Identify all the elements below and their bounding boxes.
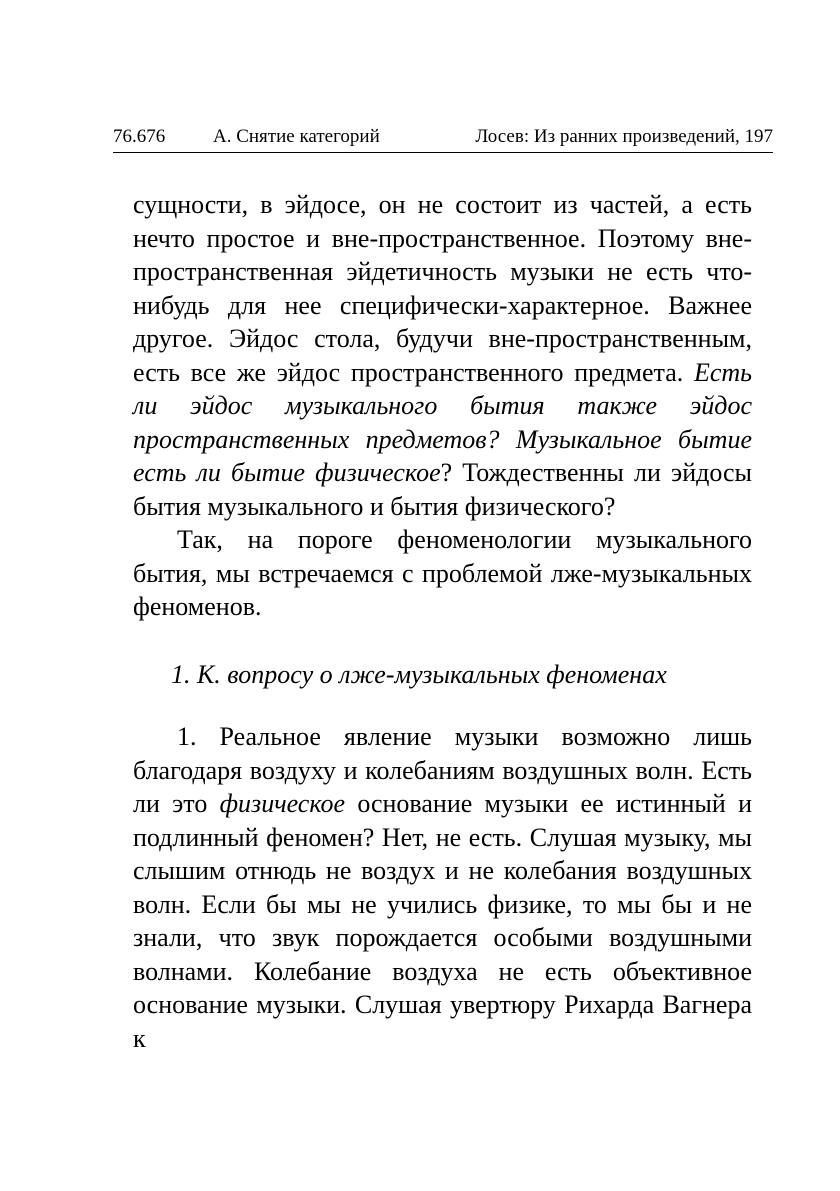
section-heading: 1. К. вопросу о лже-музыкальных феноменах	[171, 659, 667, 689]
paragraph	[133, 523, 752, 624]
paragraph-text: Так, на пороге феноменологии музыкального бытия, мы встречаемся с проблемой лже-музыкальных феноменов.	[133, 525, 752, 621]
paragraph-text: 1. Реальное явление музыки возможно лишь благодаря воздуху и колебаниям воздушных волн. Есть ли это	[133, 722, 752, 818]
page-reference: 76.676	[113, 126, 166, 147]
section-title: А. Снятие категорий	[213, 126, 380, 147]
body-text	[133, 188, 752, 1055]
paragraph	[133, 188, 752, 523]
paragraph-italic-text: Есть ли эйдос музыкального бытия также эйдос пространственных предметов? Музыкальное бытие есть ли бытие физическое	[133, 357, 752, 487]
paragraph	[133, 720, 752, 1055]
book-reference: Лосев: Из ранних произведений, 197	[475, 126, 773, 147]
paragraph-text: основание музыки ее истинный и подлинный феномен? Нет, не есть. Слушая музыку, мы слышим отнюдь не воздух и не колебания воздушных волн. Если бы мы не учились физике, то мы бы и не знали, что звук порождается особыми воздушными волнами. Колебание воздуха не есть объективное основание музыки. Слушая увертюру Рихарда Вагнера к	[133, 789, 752, 1053]
paragraph-text: сущности, в эйдосе, он не состоит из частей, а есть нечто простое и вне-пространственное. Поэтому вне-пространственная эйдетичность музыки не есть что-нибудь для нее специфически-характерное. Важнее другое. Эйдос стола, будучи вне-пространственным, есть все же эйдос пространственного предмета.	[133, 190, 752, 387]
paragraph-text: ? Тождественны ли эйдосы бытия музыкального и бытия физического?	[133, 458, 752, 521]
running-head	[113, 122, 773, 153]
paragraph-italic-text: физическое	[219, 789, 346, 818]
